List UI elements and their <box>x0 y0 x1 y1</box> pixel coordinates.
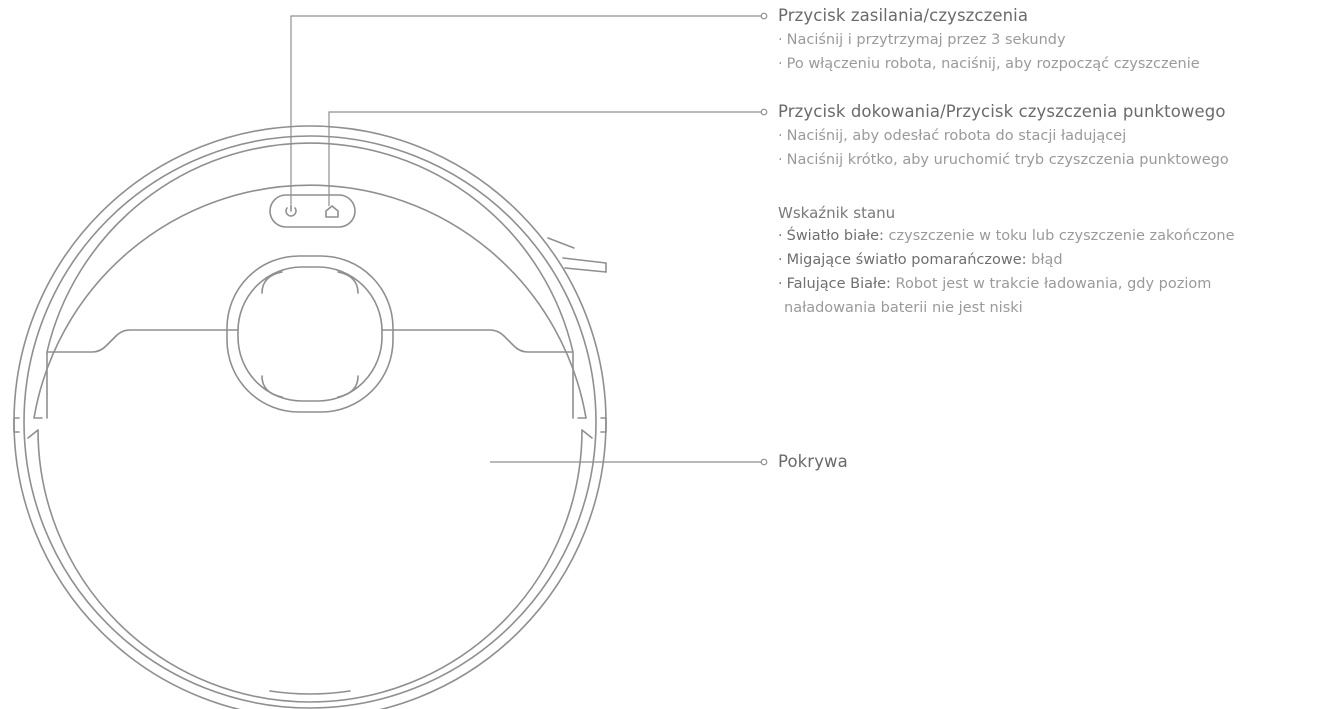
status-item-white: · Światło białe: czyszczenie w toku lub czyszczenie zakończone <box>778 228 1235 244</box>
leader-line-power <box>291 16 761 204</box>
cover-title: Pokrywa <box>778 452 848 471</box>
side-brush-arm <box>548 238 606 272</box>
power-bullet-1: · Naciśnij i przytrzymaj przez 3 sekundy <box>778 32 1066 48</box>
robot-top-shell <box>28 143 592 438</box>
power-icon[interactable] <box>286 205 296 216</box>
power-button-title: Przycisk zasilania/czyszczenia <box>778 6 1029 25</box>
power-bullet-2: · Po włączeniu robota, naciśnij, aby rozpocząć czyszczenie <box>778 56 1200 72</box>
dock-bullet-1: · Naciśnij, aby odesłać robota do stacji ładującej <box>778 128 1127 144</box>
cover-panel <box>38 430 582 702</box>
dock-bullet-2: · Naciśnij krótko, aby uruchomić tryb czyszczenia punktowego <box>778 152 1229 168</box>
home-icon[interactable] <box>326 206 338 217</box>
dock-button-title: Przycisk dokowania/Przycisk czyszczenia punktowego <box>778 102 1226 121</box>
front-rim <box>270 691 350 694</box>
robot-outer-bumper <box>14 126 606 709</box>
button-panel <box>270 195 355 227</box>
status-item-orange: · Migające światło pomarańczowe: błąd <box>778 252 1063 268</box>
status-indicator-title: Wskaźnik stanu <box>778 204 896 222</box>
leader-line-dock <box>329 112 761 206</box>
lds-turret <box>227 256 393 412</box>
lid-seam-line <box>48 330 572 352</box>
status-item-breathing-cont: naładowania baterii nie jest niski <box>784 300 1023 316</box>
status-item-breathing: · Falujące Białe: Robot jest w trakcie ładowania, gdy poziom <box>778 276 1212 292</box>
